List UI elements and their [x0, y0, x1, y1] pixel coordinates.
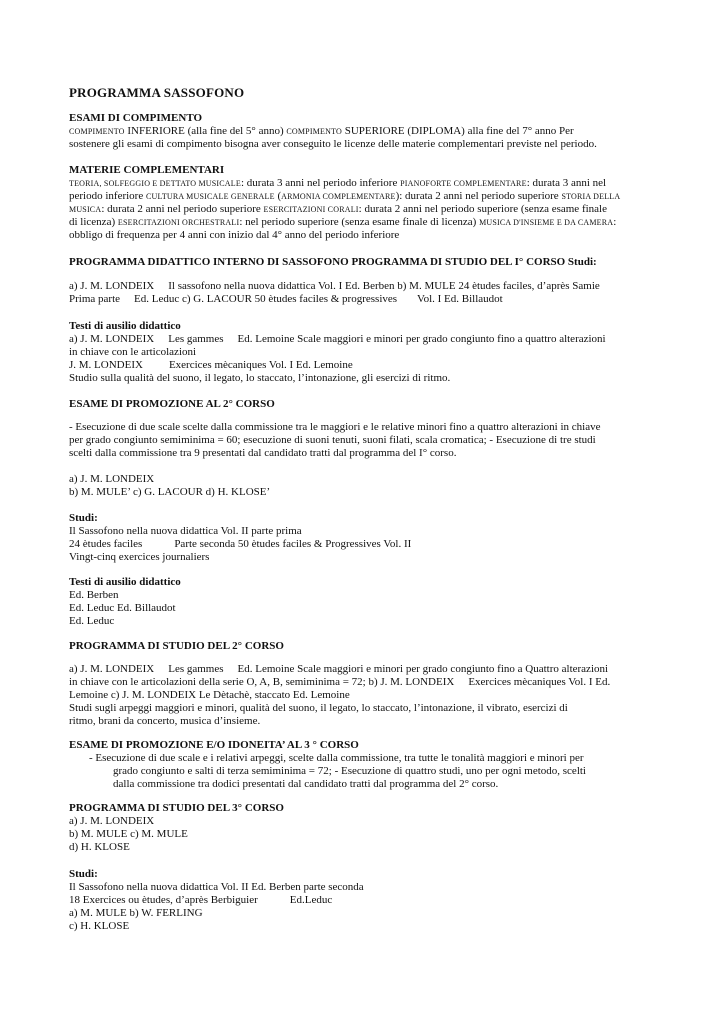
section-heading: Studi: — [69, 868, 98, 880]
section-heading: ESAMI DI COMPIMENTO — [69, 112, 203, 124]
text-line: ritmo, brani da concerto, musica d’insieme. — [69, 715, 261, 727]
text-line: grado congiunto e salti di terza semiminima = 72; - Esecuzione di quattro studi, uno per ogni metodo, scelti — [113, 765, 586, 777]
section-heading: ESAME DI PROMOZIONE E/O IDONEITA’ AL 3 ° CORSO — [69, 739, 359, 751]
section-heading: PROGRAMMA DI STUDIO DEL 2° CORSO — [69, 640, 284, 652]
section-corso-2 — [69, 640, 659, 728]
section-esami-compimento — [69, 112, 659, 151]
section-programma-didattico — [69, 256, 659, 306]
text-line: a) J. M. LONDEIX Il sassofono nella nuova didattica Vol. I Ed. Berben b) M. MULE 24 ètudes faciles, d’après Samie — [69, 280, 600, 292]
section-testi-ausilio-1 — [69, 320, 659, 385]
text-line: scelti dalla commissione tra 9 presentati dal candidato tratti dal programma del I° corso. — [69, 447, 457, 459]
text-line: obbligo di frequenza per 4 anni con inizio dal 4° anno del periodo inferiore — [69, 229, 400, 241]
section-testi-ausilio-2 — [69, 576, 659, 628]
section-heading: Testi di ausilio didattico — [69, 576, 181, 588]
text-line: Ed. Leduc Ed. Billaudot — [69, 602, 176, 614]
text-line: b) M. MULE c) M. MULE — [69, 828, 188, 840]
section-heading: MATERIE COMPLEMENTARI — [69, 164, 225, 176]
text-line: b) M. MULE’ c) G. LACOUR d) H. KLOSE’ — [69, 486, 271, 498]
text-line: a) J. M. LONDEIX Les gammes Ed. Lemoine Scale maggiori e minori per grado congiunto fino a Quattro alterazioni — [69, 663, 609, 675]
text-line: Vingt-cinq exercices journaliers — [69, 551, 210, 563]
section-materie-complementari — [69, 164, 659, 242]
section-heading: PROGRAMMA DI STUDIO DEL 3° CORSO — [69, 802, 284, 814]
section-promozione-3 — [69, 739, 659, 791]
text-line: Ed. Leduc — [69, 615, 115, 627]
text-line: a) M. MULE b) W. FERLING — [69, 907, 203, 919]
text-line: a) J. M. LONDEIX Les gammes Ed. Lemoine Scale maggiori e minori per grado congiunto fino a quattro alterazioni — [69, 333, 606, 345]
text-line: per grado congiunto semiminima = 60; esecuzione di suoni tenuti, suoni filati, scala cromatica; - Esecuzione di tre studi — [69, 434, 596, 446]
text-line: - Esecuzione di due scale scelte dalla commissione tra le maggiori e le relative minori fino a quattro alterazioni in chiave — [69, 421, 601, 433]
section-heading: ESAME DI PROMOZIONE AL 2° CORSO — [69, 398, 275, 410]
text-line: c) H. KLOSE — [69, 920, 130, 932]
text-line: MUSICA: durata 2 anni nel periodo superiore ESERCITAZIONI CORALI: durata 2 anni nel periodo superiore (senza esame finale — [69, 203, 607, 215]
text-line: sostenere gli esami di compimento bisogna aver conseguito le licenze delle materie complementari previste nel periodo. — [69, 138, 597, 150]
section-promozione-2 — [69, 398, 659, 499]
text-line: Studi sugli arpeggi maggiori e minori, qualità del suono, il legato, lo staccato, l’intonazione, il vibrato, esercizi di — [69, 702, 568, 714]
text-line: Studio sulla qualità del suono, il legato, lo staccato, l’intonazione, gli esercizi di ritmo. — [69, 372, 451, 384]
text-line: a) J. M. LONDEIX — [69, 815, 155, 827]
section-corso-3 — [69, 802, 659, 854]
text-line: 24 ètudes faciles Parte seconda 50 ètudes faciles & Progressives Vol. II — [69, 538, 412, 550]
section-studi-3 — [69, 868, 659, 933]
text-line: J. M. LONDEIX Exercices mècaniques Vol. I Ed. Lemoine — [69, 359, 353, 371]
text-line: Ed. Berben — [69, 589, 119, 601]
text-line: 18 Exercices ou ètudes, d’après Berbiguier Ed.Leduc — [69, 894, 333, 906]
text-line: COMPIMENTO INFERIORE (alla fine del 5° anno) COMPIMENTO SUPERIORE (DIPLOMA) alla fine del 7° anno Per — [69, 125, 574, 137]
text-line: dalla commissione tra dodici presentati dal candidato tratti dal programma del 2° corso. — [113, 778, 499, 790]
section-heading: PROGRAMMA DIDATTICO INTERNO DI SASSOFONO PROGRAMMA DI STUDIO DEL I° CORSO Studi: — [69, 256, 597, 268]
text-line: Prima parte Ed. Leduc c) G. LACOUR 50 ètudes faciles & progressives Vol. I Ed. Billaudot — [69, 293, 503, 305]
page-title: PROGRAMMA SASSOFONO — [69, 85, 245, 100]
text-line: di licenza) ESERCITAZIONI ORCHESTRALI: nel periodo superiore (senza esame finale di licenza) MUSICA D'INSIEME E DA CAMERA: — [69, 216, 617, 228]
section-studi-2 — [69, 512, 659, 564]
text-line: a) J. M. LONDEIX — [69, 473, 155, 485]
section-heading: Testi di ausilio didattico — [69, 320, 181, 332]
text-line: TEORIA, SOLFEGGIO E DETTATO MUSICALE: durata 3 anni nel periodo inferiore PIANOFORTE COMPLEMENTARE: durata 3 anni nel — [69, 177, 607, 189]
text-line: periodo inferiore CULTURA MUSICALE GENERALE (ARMONIA COMPLEMENTARE): durata 2 anni nel periodo superiore STORIA DELLA — [69, 190, 621, 202]
text-line: d) H. KLOSE — [69, 841, 130, 853]
text-line: - Esecuzione di due scale e i relativi arpeggi, scelte dalla commissione, tra tutte le tonalità maggiori e minori per — [89, 752, 584, 764]
section-heading: Studi: — [69, 512, 98, 524]
text-line: in chiave con le articolazioni — [69, 346, 197, 358]
text-line: Il Sassofono nella nuova didattica Vol. II Ed. Berben parte seconda — [69, 881, 364, 893]
text-line: Lemoine c) J. M. LONDEIX Le Dètachè, staccato Ed. Lemoine — [69, 689, 350, 701]
text-line: Il Sassofono nella nuova didattica Vol. II parte prima — [69, 525, 302, 537]
text-line: in chiave con le articolazioni della serie O, A, B, semiminima = 72; b) J. M. LONDEIX Exercices mècaniques Vol. I Ed. — [69, 676, 611, 688]
